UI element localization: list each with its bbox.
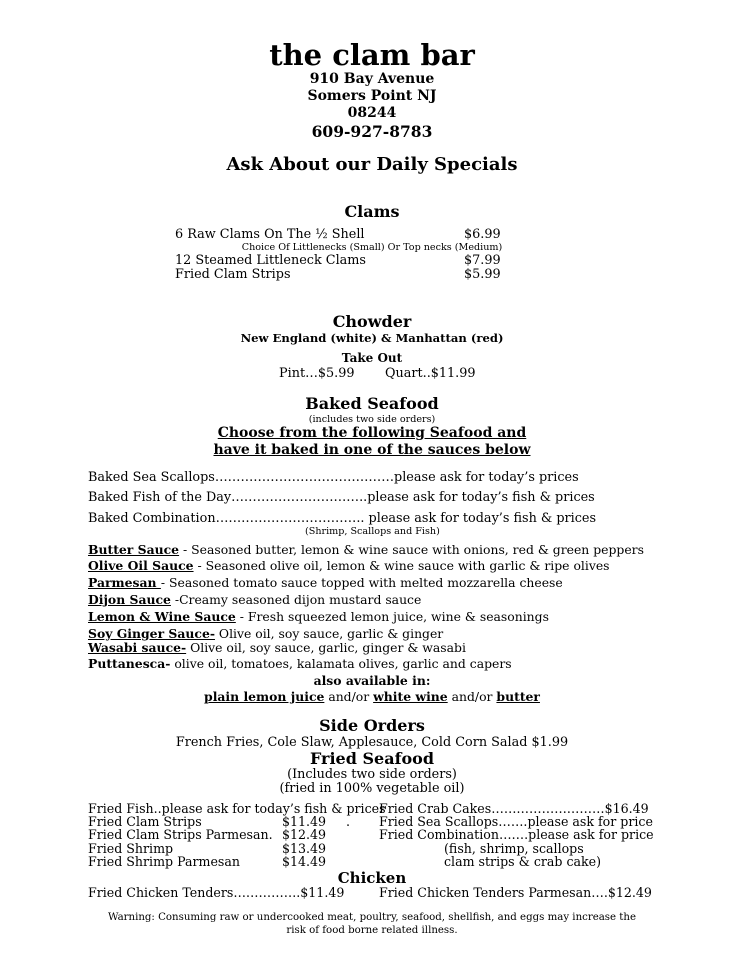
- sauce-description: - Seasoned butter, lemon & wine sauce with onions, red & green peppers: [179, 542, 644, 557]
- fried-seafood-heading: Fried Seafood: [309, 749, 435, 768]
- address-zip: 08244: [347, 105, 397, 121]
- warning-line-2: risk of food borne related illness.: [286, 925, 458, 936]
- clams-item-name: Fried Clam Strips: [175, 267, 291, 282]
- sauce-name: Puttanesca-: [88, 656, 171, 671]
- clams-heading: Clams: [344, 202, 400, 221]
- sauce-name: Soy Ginger Sauce-: [88, 626, 215, 641]
- chowder-heading: Chowder: [332, 312, 412, 331]
- sauce-description: Olive oil, soy sauce, garlic, ginger & wasabi: [186, 640, 466, 655]
- sauce-description: olive oil, tomatoes, kalamata olives, garlic and capers: [170, 656, 512, 671]
- fried-item-name: Fried Clam Strips Parmesan.: [88, 827, 273, 842]
- fried-item-name: Fried Clam Strips: [88, 814, 202, 829]
- baked-side-note: (includes two side orders): [308, 414, 436, 425]
- sauce-name: Wasabi sauce-: [88, 640, 187, 655]
- clams-item-price: $6.99: [464, 227, 501, 242]
- sauce-item: [88, 542, 644, 557]
- also-available-label: also available in:: [313, 673, 431, 688]
- sauce-item: [88, 626, 443, 641]
- baked-item: Baked Sea Scallops……………………………………please ask for today’s prices: [88, 470, 579, 485]
- sauce-item: [88, 609, 549, 624]
- baked-seafood-heading: Baked Seafood: [305, 394, 439, 413]
- baked-combo-note: (Shrimp, Scallops and Fish): [305, 526, 440, 537]
- sauce-description: - Seasoned tomato sauce topped with melted mozzarella cheese: [160, 575, 563, 590]
- option-butter: butter: [496, 689, 540, 704]
- sauce-item: [88, 640, 466, 655]
- sauce-name: Olive Oil Sauce: [88, 558, 194, 573]
- baked-item: Baked Fish of the Day…………………………..please ask for today’s fish & prices: [88, 490, 595, 505]
- baked-item: Baked Combination…………………………….. please ask for today’s fish & prices: [88, 511, 597, 526]
- chowder-quart-price: Quart..$11.99: [385, 366, 476, 381]
- fried-item: Fried Crab Cakes………………………$16.49: [379, 801, 649, 816]
- clams-item-price: $5.99: [464, 267, 501, 282]
- fried-item-name: Fried Fish..please ask for today’s fish & prices: [88, 801, 386, 816]
- restaurant-name: the clam bar: [269, 38, 475, 72]
- sauce-description: Olive oil, soy sauce, garlic & ginger: [214, 626, 444, 641]
- phone-number: 609-927-8783: [311, 122, 433, 141]
- fried-stray-dot: .: [346, 814, 351, 829]
- clams-item-name: 6 Raw Clams On The ½ Shell: [175, 227, 365, 242]
- fried-item-price: $12.49: [282, 827, 327, 842]
- fried-side-note: (Includes two side orders): [287, 767, 457, 782]
- chowder-subtitle: New England (white) & Manhattan (red): [240, 331, 504, 345]
- daily-specials-heading: Ask About our Daily Specials: [226, 154, 518, 175]
- fried-combo-note: (fish, shrimp, scallops: [444, 841, 584, 856]
- sauce-item: [88, 575, 563, 590]
- fried-oil-note: (fried in 100% vegetable oil): [279, 781, 465, 796]
- sauce-description: - Seasoned olive oil, lemon & wine sauce with garlic & ripe olives: [193, 558, 610, 573]
- fried-item: Fried Combination…….please ask for price: [379, 827, 654, 842]
- baked-choose-line-1: Choose from the following Seafood and: [217, 425, 527, 441]
- clams-choice-note: Choice Of Littlenecks (Small) Or Top necks (Medium): [241, 242, 503, 253]
- fried-item-name: Fried Shrimp Parmesan: [88, 854, 241, 869]
- chowder-pint-price: Pint…$5.99: [279, 366, 355, 381]
- fried-item-price: $11.49: [282, 814, 327, 829]
- fried-item-price: $14.49: [282, 854, 327, 869]
- fried-combo-note: clam strips & crab cake): [444, 854, 602, 869]
- side-orders-heading: Side Orders: [319, 716, 425, 735]
- option-lemon-juice: plain lemon juice: [204, 689, 325, 704]
- warning-line-1: Warning: Consuming raw or undercooked meat, poultry, seafood, shellfish, and eggs may increase the: [108, 912, 636, 923]
- sauce-name: Lemon & Wine Sauce: [88, 609, 236, 624]
- chowder-takeout-label: Take Out: [341, 351, 403, 365]
- address-street: 910 Bay Avenue: [309, 71, 435, 87]
- option-white-wine: white wine: [373, 689, 448, 704]
- sauce-item: [88, 592, 421, 607]
- chicken-item: Fried Chicken Tenders Parmesan….$12.49: [379, 885, 652, 900]
- clams-item-price: $7.99: [464, 253, 501, 268]
- baked-choose-line-2: have it baked in one of the sauces below: [213, 442, 531, 458]
- chicken-heading: Chicken: [337, 869, 407, 887]
- clams-item-name: 12 Steamed Littleneck Clams: [175, 253, 366, 268]
- fried-item-price: $13.49: [282, 841, 327, 856]
- option-separator: and/or: [447, 689, 497, 704]
- chicken-item: Fried Chicken Tenders…………….$11.49: [88, 885, 345, 900]
- side-orders-list: French Fries, Cole Slaw, Applesauce, Cold Corn Salad $1.99: [175, 735, 569, 750]
- sauce-description: - Fresh squeezed lemon juice, wine & seasonings: [235, 609, 549, 624]
- sauce-item: [88, 656, 512, 671]
- fried-item-name: Fried Shrimp: [88, 841, 174, 856]
- fried-item: Fried Sea Scallops…….please ask for price: [379, 814, 653, 829]
- address-city: Somers Point NJ: [307, 88, 437, 104]
- sauce-item: [88, 558, 610, 573]
- sauce-name: Dijon Sauce: [88, 592, 171, 607]
- also-available-options: [0, 689, 744, 704]
- sauce-description: -Creamy seasoned dijon mustard sauce: [170, 592, 422, 607]
- option-separator: and/or: [324, 689, 374, 704]
- sauce-name: Butter Sauce: [88, 542, 180, 557]
- sauce-name: Parmesan: [88, 575, 161, 590]
